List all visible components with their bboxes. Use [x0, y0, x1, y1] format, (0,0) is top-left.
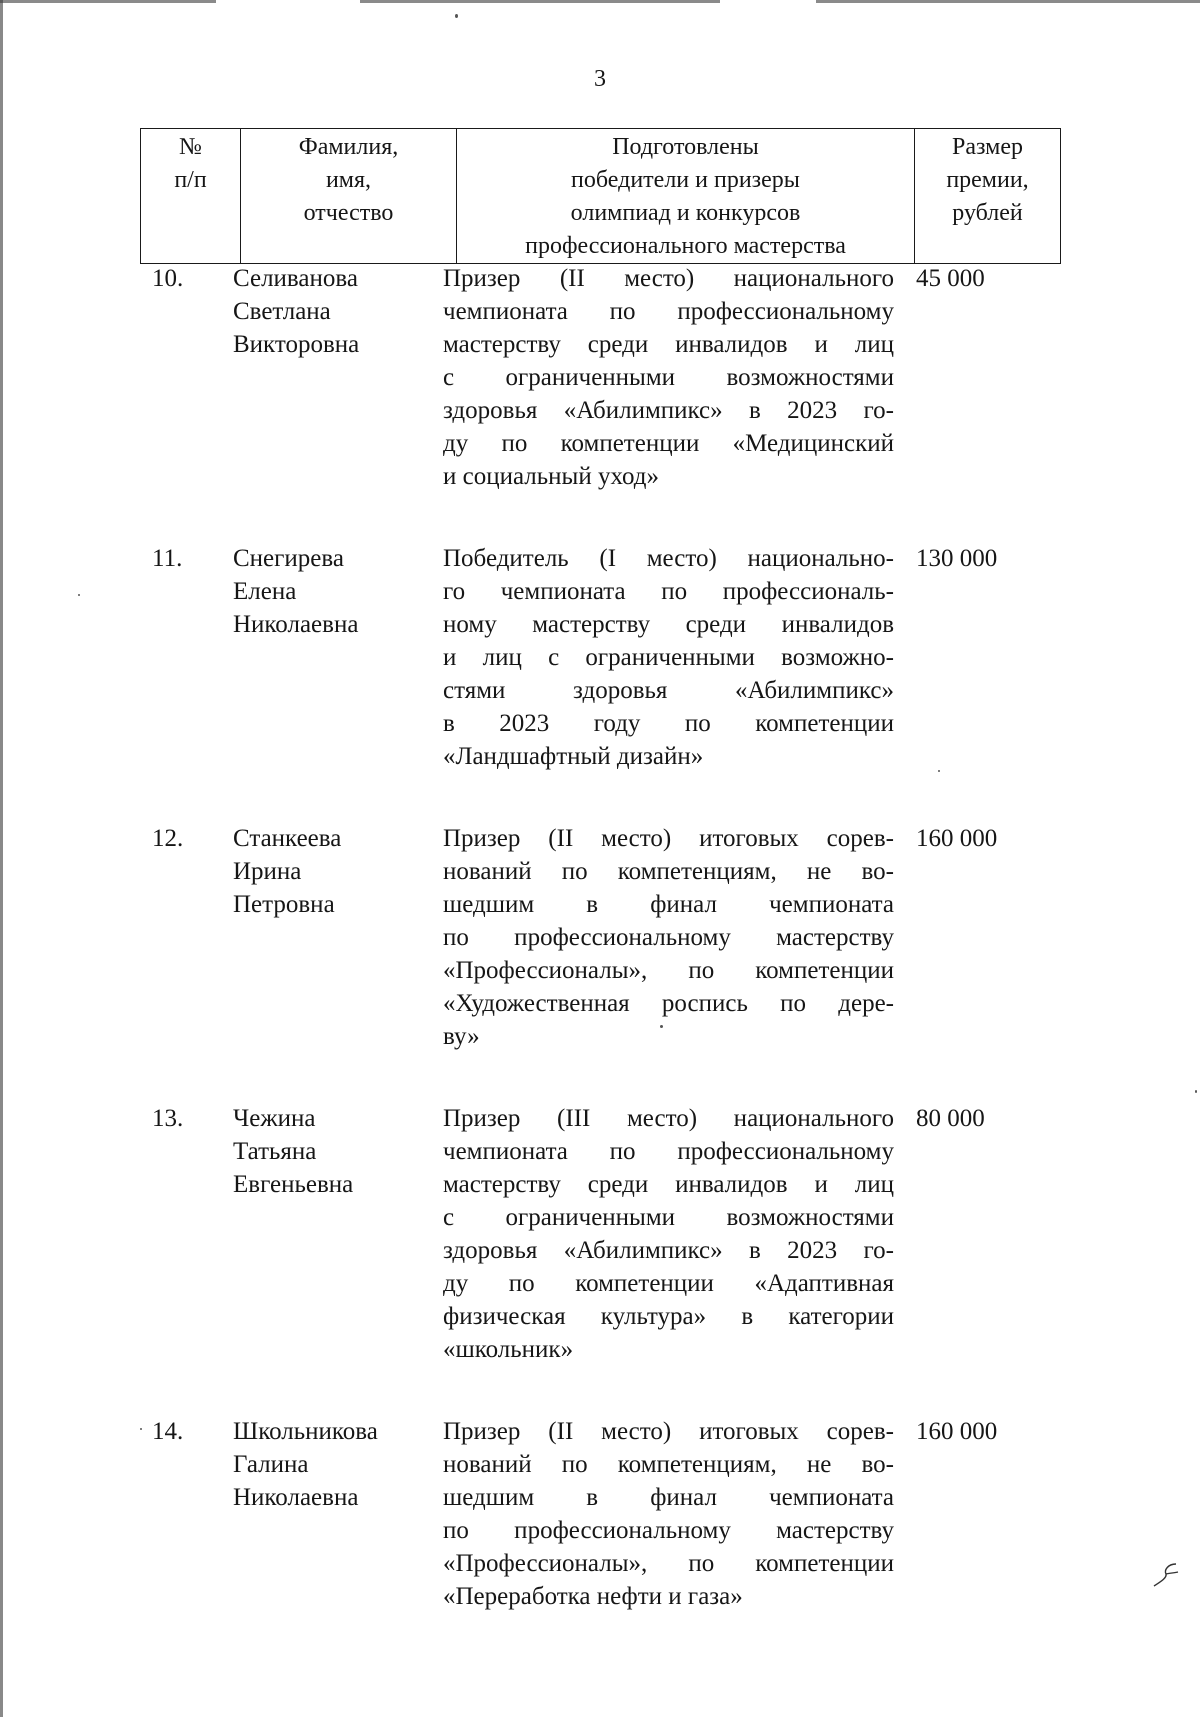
- desc-line: Призер (II место) национального: [443, 265, 894, 292]
- header-text: имя,: [325, 167, 372, 193]
- table-body: [140, 262, 1060, 1662]
- header-cell-prepared: [457, 129, 915, 264]
- header-cell-amount: [915, 129, 1061, 264]
- name-line: Елена: [233, 578, 297, 605]
- desc-line: мастерству среди инвалидов и лиц: [443, 1171, 894, 1198]
- header-text: премии,: [946, 167, 1029, 193]
- achievement-description: [436, 542, 894, 773]
- name-line: Чежина: [233, 1105, 316, 1132]
- header-text: профессионального мастерства: [525, 233, 846, 259]
- scan-speck: [1195, 1090, 1197, 1093]
- achievement-description: [436, 822, 894, 1053]
- header-text: олимпиад и конкурсов: [570, 200, 801, 226]
- name-line: Евгеньевна: [233, 1171, 354, 1198]
- name-line: Галина: [233, 1451, 309, 1478]
- header-text: победители и призеры: [571, 167, 800, 193]
- header-text: отчество: [303, 200, 394, 226]
- table-row: [140, 822, 1060, 1053]
- recipient-name: [220, 262, 436, 361]
- row-number: 12.: [152, 825, 184, 852]
- header-text: №: [179, 134, 202, 160]
- header-text: рублей: [952, 200, 1023, 226]
- desc-line: мастерству среди инвалидов и лиц: [443, 331, 894, 358]
- name-line: Николаевна: [233, 611, 359, 638]
- desc-line: и социальный уход»: [443, 463, 660, 490]
- desc-line: физическая культура» в категории: [443, 1303, 894, 1330]
- header-text: Размер: [952, 134, 1023, 160]
- scan-edge-left: [0, 0, 3, 1717]
- prize-amount: 160 000: [916, 825, 998, 852]
- desc-line: с ограниченными возможностями: [443, 364, 894, 391]
- scan-speck: [455, 14, 458, 18]
- row-number: 14.: [152, 1418, 184, 1445]
- desc-line: нований по компетенциям, не во-: [443, 858, 894, 885]
- achievement-description: [436, 1102, 894, 1366]
- row-number: 10.: [152, 265, 184, 292]
- achievement-description: [436, 262, 894, 493]
- name-line: Снегирева: [233, 545, 344, 572]
- prize-amount: 130 000: [916, 545, 998, 572]
- recipient-name: [220, 1102, 436, 1201]
- table-row: [140, 1102, 1060, 1366]
- desc-line: Призер (II место) итоговых сорев-: [443, 1418, 894, 1445]
- row-number: 11.: [152, 545, 183, 572]
- recipient-name: [220, 1415, 436, 1514]
- desc-line: в 2023 году по компетенции: [443, 710, 894, 737]
- desc-line: ду по компетенции «Адаптивная: [443, 1270, 894, 1297]
- header-text: Фамилия,: [298, 134, 399, 160]
- desc-line: Призер (II место) итоговых сорев-: [443, 825, 894, 852]
- name-line: Селиванова: [233, 265, 358, 292]
- desc-line: «Художественная роспись по дере-: [443, 990, 894, 1017]
- desc-line: Призер (III место) национального: [443, 1105, 894, 1132]
- desc-line: чемпионата по профессиональному: [443, 298, 894, 325]
- desc-line: шедшим в финал чемпионата: [443, 891, 894, 918]
- name-line: Петровна: [233, 891, 335, 918]
- recipient-name: [220, 822, 436, 921]
- desc-line: и лиц с ограниченными возможно-: [443, 644, 894, 671]
- row-number: 13.: [152, 1105, 184, 1132]
- name-line: Викторовна: [233, 331, 360, 358]
- desc-line: шедшим в финал чемпионата: [443, 1484, 894, 1511]
- table-row: [140, 262, 1060, 493]
- desc-line: «Профессионалы», по компетенции: [443, 957, 894, 984]
- name-line: Станкеева: [233, 825, 342, 852]
- achievement-description: [436, 1415, 894, 1613]
- header-cell-number: [141, 129, 241, 264]
- desc-line: нований по компетенциям, не во-: [443, 1451, 894, 1478]
- page-number: 3: [594, 66, 606, 92]
- desc-line: «Переработка нефти и газа»: [443, 1583, 743, 1610]
- header-cell-name: [241, 129, 457, 264]
- desc-line: «школьник»: [443, 1336, 574, 1363]
- table-header: [140, 128, 1061, 264]
- name-line: Татьяна: [233, 1138, 317, 1165]
- desc-line: ду по компетенции «Медицинский: [443, 430, 894, 457]
- scan-edge-top: [0, 0, 1200, 3]
- signature-mark: [1150, 1560, 1180, 1590]
- desc-line: с ограниченными возможностями: [443, 1204, 894, 1231]
- name-line: Школьникова: [233, 1418, 378, 1445]
- header-text: п/п: [174, 167, 207, 193]
- prize-amount: 160 000: [916, 1418, 998, 1445]
- name-line: Ирина: [233, 858, 302, 885]
- desc-line: здоровья «Абилимпикс» в 2023 го-: [443, 1237, 894, 1264]
- name-line: Николаевна: [233, 1484, 359, 1511]
- prize-amount: 45 000: [916, 265, 985, 292]
- desc-line: стями здоровья «Абилимпикс»: [443, 677, 894, 704]
- desc-line: по профессиональному мастерству: [443, 924, 894, 951]
- desc-line: Победитель (I место) национально-: [443, 545, 894, 572]
- desc-line: «Профессионалы», по компетенции: [443, 1550, 894, 1577]
- desc-line: «Ландшафтный дизайн»: [443, 743, 704, 770]
- prize-amount: 80 000: [916, 1105, 985, 1132]
- desc-line: чемпионата по профессиональному: [443, 1138, 894, 1165]
- header-text: Подготовлены: [612, 134, 759, 160]
- desc-line: здоровья «Абилимпикс» в 2023 го-: [443, 397, 894, 424]
- name-line: Светлана: [233, 298, 331, 325]
- desc-line: ному мастерству среди инвалидов: [443, 611, 894, 638]
- desc-line: по профессиональному мастерству: [443, 1517, 894, 1544]
- desc-line: го чемпионата по профессиональ-: [443, 578, 894, 605]
- table-row: [140, 1415, 1060, 1613]
- scan-speck: [78, 594, 80, 596]
- recipient-name: [220, 542, 436, 641]
- table-row: [140, 542, 1060, 773]
- desc-line: ву»: [443, 1023, 480, 1050]
